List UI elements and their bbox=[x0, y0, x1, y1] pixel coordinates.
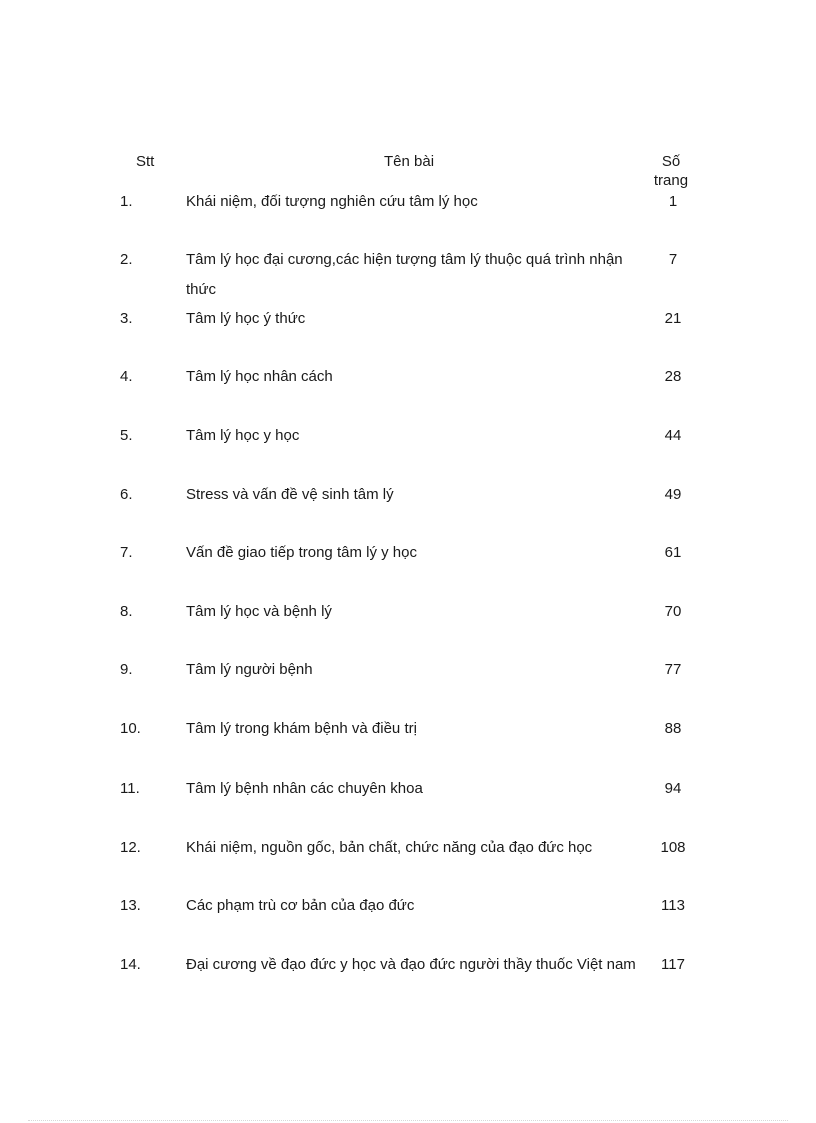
page-number: 49 bbox=[664, 486, 682, 503]
page-number: 44 bbox=[664, 427, 682, 444]
lesson-title: Khái niệm, nguồn gốc, bản chất, chức năng của đạo đức học bbox=[186, 839, 593, 856]
page-number: 28 bbox=[664, 368, 682, 385]
page-number: 113 bbox=[661, 897, 685, 914]
lesson-title: Các phạm trù cơ bản của đạo đức bbox=[186, 897, 415, 914]
row-number: 5. bbox=[120, 427, 133, 444]
row-number: 2. bbox=[120, 251, 133, 268]
lesson-title: Tâm lý người bệnh bbox=[186, 661, 313, 678]
lesson-title: Đại cương về đạo đức y học và đạo đức người thầy thuốc Việt nam bbox=[186, 956, 636, 973]
row-number: 14. bbox=[120, 956, 141, 973]
row-number: 6. bbox=[120, 486, 133, 503]
lesson-title: Stress và vấn đề vệ sinh tâm lý bbox=[186, 486, 394, 503]
column-header-stt: Stt bbox=[136, 153, 155, 170]
column-header-pages-text: Số trang bbox=[653, 153, 689, 189]
lesson-title: Tâm lý trong khám bệnh và điều trị bbox=[186, 720, 417, 737]
row-number: 3. bbox=[120, 310, 133, 327]
row-number: 13. bbox=[120, 897, 141, 914]
lesson-title: Tâm lý bệnh nhân các chuyên khoa bbox=[186, 780, 423, 797]
lesson-title: Tâm lý học và bệnh lý bbox=[186, 603, 332, 620]
page-number: 94 bbox=[664, 780, 682, 797]
page-number: 77 bbox=[664, 661, 682, 678]
page-number: 7 bbox=[668, 251, 678, 268]
row-number: 4. bbox=[120, 368, 133, 385]
column-header-title: Tên bài bbox=[384, 153, 435, 170]
page-number: 61 bbox=[664, 544, 682, 561]
page-number: 117 bbox=[661, 956, 685, 973]
row-number: 8. bbox=[120, 603, 133, 620]
page-number: 21 bbox=[664, 310, 682, 327]
page-footer-rule bbox=[28, 1120, 788, 1121]
lesson-title: Tâm lý học đại cương,các hiện tượng tâm lý thuộc quá trình nhận thức bbox=[186, 251, 623, 298]
row-number: 9. bbox=[120, 661, 133, 678]
page-number: 88 bbox=[664, 720, 682, 737]
lesson-title: Tâm lý học y học bbox=[186, 427, 300, 444]
page-number: 70 bbox=[664, 603, 682, 620]
page-number: 108 bbox=[660, 839, 686, 856]
row-number: 12. bbox=[120, 839, 141, 856]
page-number: 1 bbox=[668, 193, 678, 210]
row-number: 11. bbox=[120, 780, 140, 797]
lesson-title: Vấn đề giao tiếp trong tâm lý y học bbox=[186, 544, 417, 561]
lesson-title: Tâm lý học ý thức bbox=[186, 310, 306, 327]
lesson-title: Khái niệm, đối tượng nghiên cứu tâm lý học bbox=[186, 193, 478, 210]
column-header-pages bbox=[636, 152, 706, 190]
lesson-title: Tâm lý học nhân cách bbox=[186, 368, 333, 385]
row-number: 1. bbox=[120, 193, 133, 210]
row-number: 7. bbox=[120, 544, 133, 561]
row-number: 10. bbox=[120, 720, 141, 737]
